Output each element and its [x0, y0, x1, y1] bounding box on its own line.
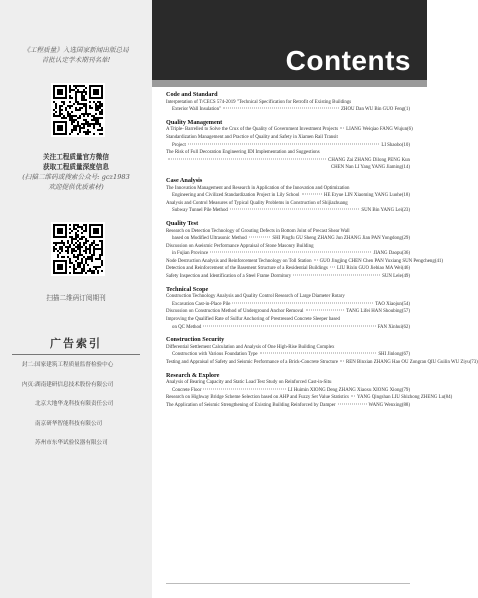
promo-line: 首批认定学术期刊名单!: [41, 56, 111, 64]
sidebar: [0, 0, 152, 598]
ad-advertiser: 北京大地华龙科技有限责任公司: [35, 401, 114, 407]
entry-authors: GUO Jingjing CHEN Chen PAN Yuxiang SUN Pengcheng: [319, 258, 435, 264]
entry-page: (67): [401, 352, 410, 358]
entry-authors: REN Binxian ZHANG Hao OU Zongran QIU Guilin WU Ziyu: [346, 360, 470, 365]
entry-title-line: Discussion on Aseismic Performance Appraisal of Stone Masonry Building: [166, 243, 314, 249]
entry-page: (84): [444, 395, 453, 401]
wechat-follow-text: [10, 152, 142, 192]
toc-entry[interactable]: [166, 293, 410, 308]
entry-page: (36): [401, 251, 410, 257]
ad-advertiser: 国家建筑工程质量监督检验中心: [35, 362, 114, 368]
wechat-qr-code: [51, 83, 105, 137]
ad-index-item: [5, 399, 150, 409]
entry-title-line: based on Modified Ultrasonic Method: [172, 236, 247, 242]
entry-title-line: Construction Technology Analysis and Quality Control Research of Large Diameter Rotary: [166, 294, 345, 300]
toc-entry[interactable]: [166, 273, 410, 281]
toc-entry[interactable]: [166, 258, 443, 266]
entry-title-line: The Application of Seismic Strengthening of Existing Building Reinforced by Damper: [166, 402, 336, 408]
entry-title-line: Research on Highway Bridge Scheme Selection based on AHP and Fuzzy Set Value Statistics: [166, 395, 349, 401]
entry-page: (6): [407, 127, 413, 133]
entry-authors: TANG Lifei HAN Shoubing: [346, 309, 402, 315]
ad-index-list: [5, 360, 150, 458]
entry-authors-continued: CHEN Nan LI Yang YANG Jiaming: [330, 165, 402, 171]
journal-promo: [10, 45, 142, 65]
toc-entry[interactable]: [166, 359, 478, 367]
section-heading: Technical Scope: [166, 285, 209, 293]
toc-entry[interactable]: [166, 394, 453, 402]
entry-title-line: Subway Tunnel Pile Method: [172, 208, 228, 214]
leader-dots: [223, 108, 339, 109]
leader-dots: [338, 403, 367, 404]
entry-page: (88): [401, 402, 410, 408]
leader-dots: [293, 275, 380, 276]
entry-authors: SHI Pingfu GU Sheng ZHANG Jun ZHANG Jian PAN Yongdong: [272, 236, 402, 242]
leader-dots: [210, 252, 371, 253]
entry-title-line: Safety Inspection and Identification of a Steel Frame Dormitory: [166, 274, 292, 280]
entry-page: (41): [434, 258, 443, 264]
leader-dots: [249, 237, 271, 238]
entry-page: (46): [401, 266, 410, 272]
leader-dots: [306, 310, 345, 311]
entry-page: (23): [401, 208, 410, 214]
toc-entry[interactable]: [166, 99, 410, 114]
ad-index-divider: [12, 354, 140, 355]
entry-page: (18): [401, 193, 410, 199]
ad-index-item: [5, 380, 150, 390]
entry-authors: ZHOU Dan WU Bin GUO Feng: [340, 107, 405, 113]
toc-entry[interactable]: [166, 200, 410, 215]
leader-dots: [260, 353, 377, 354]
toc-entry[interactable]: [166, 265, 410, 273]
follow-line: 欢迎提供优质素材): [48, 183, 104, 191]
entry-authors: FAN Xinhui: [377, 324, 402, 330]
ad-index-item: [5, 360, 150, 370]
leader-dots: [203, 388, 285, 389]
leader-dots: [340, 128, 344, 129]
entry-title-line: Analysis of Bearing Capacity and Static Load Test Study on Reinforced Cast-in-Situ: [166, 380, 332, 386]
entry-page: (1): [404, 107, 410, 113]
leader-dots: [203, 325, 375, 326]
toc-entry[interactable]: [166, 149, 410, 172]
toc-entry[interactable]: [166, 243, 410, 258]
entry-authors: JIANG Daopu: [373, 251, 402, 257]
entry-title-line: in Fujian Province: [172, 251, 209, 257]
table-of-contents: [166, 91, 478, 410]
entry-title-line: Discussion on Construction Method of Underground Anchor Removal: [166, 309, 304, 315]
toc-entry[interactable]: [166, 126, 413, 134]
leader-dots: [302, 194, 322, 195]
entry-title-line: Concrete Floor: [172, 387, 202, 393]
entry-title-line: Node Destruction Analysis and Reinforcement Technology on Toll Station: [166, 258, 312, 264]
toc-entry[interactable]: [166, 316, 410, 331]
promo-line: 《工程质量》入选国家新闻出版总局: [23, 46, 129, 54]
entry-page: (10): [401, 142, 410, 148]
toc-entry[interactable]: [166, 344, 410, 359]
follow-line: (扫描二维码或搜索公众号: gcz1983: [22, 173, 130, 181]
entry-authors: SHI Jinlong: [378, 352, 402, 358]
section-heading: Research & Explore: [166, 371, 220, 379]
entry-page: (73): [469, 360, 478, 365]
entry-authors: LIANG Weiqiao FANG Wujun: [346, 127, 408, 133]
entry-title-line: The Innovation Management and Research in Application of the Innovation and Optimization: [166, 185, 350, 191]
entry-authors: LI Huimin XIONG Deng ZHANG Xiaoxu XIONG Xiong: [287, 387, 402, 393]
entry-page: (79): [401, 387, 410, 393]
toc-entry[interactable]: [166, 379, 410, 394]
entry-title-line: Differential Settlement Calculation and Analysis of One High-Rise Building Complex: [166, 344, 335, 350]
ad-advertiser: 湖南建研信息技术股份有限公司: [35, 381, 114, 388]
entry-page: (62): [401, 324, 410, 330]
section-heading: Code and Standard: [166, 91, 218, 98]
leader-dots: [188, 143, 379, 144]
entry-title-line: Exterior Wall Insulation": [172, 107, 222, 113]
follow-line: 获取工程质量深度信息: [43, 163, 109, 171]
ad-index-item: [5, 438, 150, 448]
entry-page: (14): [401, 165, 410, 171]
page-title: Contents: [285, 45, 411, 76]
entry-authors: CHANG Zai ZHANG Dilong PENG Kun: [328, 157, 410, 163]
contents-header: [152, 0, 427, 87]
entry-page: (54): [401, 301, 410, 307]
ad-index-title: 广告索引: [50, 337, 102, 350]
section-heading: Case Analysis: [166, 176, 203, 184]
entry-title-line: Standardization Management and Practice of Quality and Safety in Xiamen Rail Transit: [166, 134, 338, 140]
ad-advertiser: 南京研华智能科技有限公司: [35, 420, 103, 427]
toc-entry[interactable]: [166, 185, 410, 200]
entry-title-line: Improving the Qualified Rate of Sulfur Anchoring of Prestressed Concrete Sleeper based: [166, 317, 340, 323]
header-underline: [152, 80, 427, 87]
leader-dots: [230, 209, 360, 210]
ad-label: 内页:: [21, 381, 35, 388]
entry-title-line: Interpretation of T/CECS 574-2019 "Technical Specification for Retrofit of Existing Buildings: [166, 99, 352, 105]
entry-authors: LI Shaobo: [381, 142, 402, 148]
entry-authors: LIU Rixin GUO Jiebiao MA Wei: [336, 266, 402, 272]
ad-index-item: [5, 419, 150, 429]
entry-authors: HE Eryue LIN Xiaoming YANG Luohe: [323, 193, 402, 199]
leader-dots: [351, 396, 355, 397]
follow-line: 关注工程质量官方微信: [43, 153, 109, 161]
entry-title-line: Analysis and Control Measures of Typical Quality Problems in Construction of Shijiazhuang: [166, 200, 348, 206]
leader-dots: [168, 158, 326, 159]
section-heading: Quality Management: [166, 118, 223, 126]
entry-title-line: A Triple- Barrelled to Solve the Crux of the Quality of Government Investment Projects: [166, 127, 339, 133]
entry-title-line: Testing and Appraisal of Safety and Seismic Performance of a Brick-Concrete Structure: [166, 360, 338, 365]
entry-page: (57): [401, 309, 410, 315]
entry-page: (49): [401, 274, 410, 280]
toc-entry[interactable]: [166, 228, 410, 243]
entry-title-line: on QC Method: [172, 324, 202, 330]
entry-authors: TAO Xiaojun: [375, 301, 402, 307]
ad-advertiser: 苏州市东华试验仪器有限公司: [35, 440, 108, 446]
section-heading: Construction Security: [166, 336, 225, 344]
leader-dots: [330, 267, 335, 268]
subscribe-qr-code: [51, 222, 105, 276]
bottom-rule: [166, 583, 410, 584]
leader-dots: [314, 259, 318, 260]
entry-authors: YANG Qingshan LIU Shizhong ZHENG Lu: [356, 395, 445, 401]
entry-title-line: Construction with Various Foundation Type: [172, 352, 258, 358]
entry-authors: SUN Bin YANG Lei: [361, 208, 402, 214]
entry-title-line: The Risk of Full Decoration Engineering IDI Implementation and Suggestions: [166, 150, 320, 156]
section-heading: Quality Test: [166, 219, 199, 227]
leader-dots: [232, 302, 373, 303]
entry-title-line: Excavation Cast-in-Place Pile: [172, 301, 231, 307]
subscribe-caption: 扫描二维码订阅期刊: [46, 294, 106, 302]
entry-authors: SUN Lele: [382, 274, 402, 280]
entry-authors: WANG Wenxing: [368, 402, 402, 408]
toc-entry[interactable]: [166, 134, 410, 149]
entry-title-line: Project: [172, 142, 186, 148]
entry-title-line: Research on Detection Technology of Grouting Defects in Bottom Joint of Precast Shear Wall: [166, 228, 350, 234]
entry-title-line: Detection and Reinforcement of the Basement Structure of a Residential Buildings: [166, 266, 328, 272]
toc-entry[interactable]: [166, 308, 410, 316]
ad-label: 封二:: [21, 362, 35, 368]
entry-page: (29): [401, 236, 410, 242]
entry-title-line: Engineering and Civilized Standardization Project in Lily School: [172, 193, 300, 199]
leader-dots: [340, 361, 344, 362]
toc-entry[interactable]: [166, 402, 410, 410]
